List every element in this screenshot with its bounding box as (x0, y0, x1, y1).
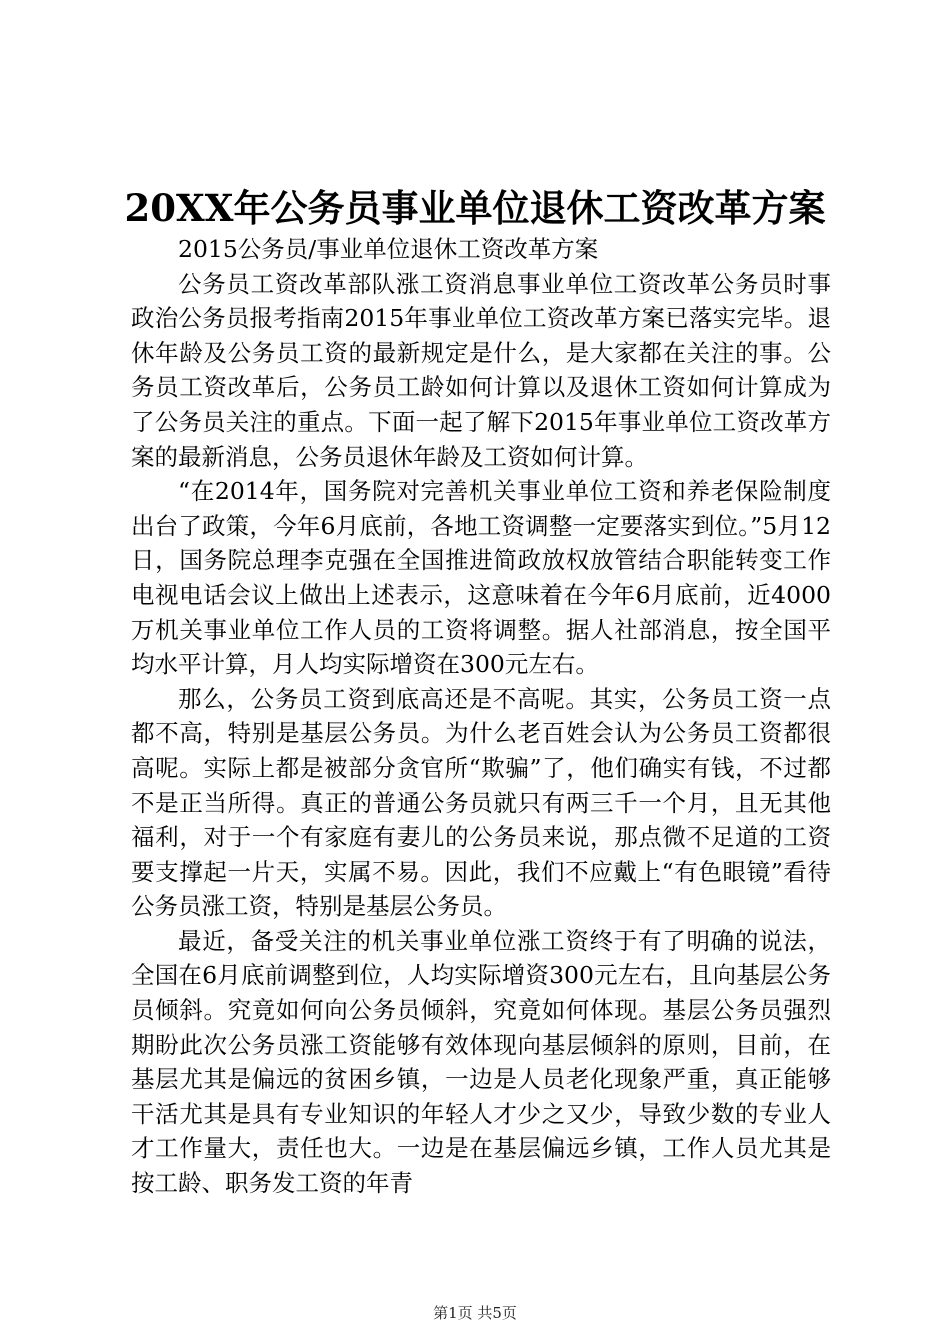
page-footer: 第1页 共5页 (433, 1304, 517, 1322)
body-paragraph: 公务员工资改革部队涨工资消息事业单位工资改革公务员时事政治公务员报考指南2015年事业单位工资改革方案已落实完毕。退休年龄及公务员工资的最新规定是什么，是大家都在关注的事。公务员工资改革后，公务员工龄如何计算以及退休工资如何计算成为了公务员关注的重点。下面一起了解下2015年事业单位工资改革方案的最新消息，公务员退休年龄及工资如何计算。 (131, 269, 831, 471)
body-paragraph: 最近，备受关注的机关事业单位涨工资终于有了明确的说法，全国在6月底前调整到位，人均实际增资300元左右，且向基层公务员倾斜。究竟如何向公务员倾斜，究竟如何体现。基层公务员强烈期盼此次公务员涨工资能够有效体现向基层倾斜的原则，目前，在基层尤其是偏远的贫困乡镇，一边是人员老化现象严重，真正能够干活尤其是具有专业知识的年轻人才少之又少，导致少数的专业人才工作量大，责任也大。一边是在基层偏远乡镇，工作人员尤其是按工龄、职务发工资的年青 (131, 926, 831, 1198)
body-paragraph: “在2014年，国务院对完善机关事业单位工资和养老保险制度出台了政策，今年6月底前，各地工资调整一定要落实到位。”5月12日，国务院总理李克强在全国推进简政放权放管结合职能转变工作电视电话会议上做出上述表示，这意味着在今年6月底前，近4000万机关事业单位工作人员的工资将调整。据人社部消息，按全国平均水平计算，月人均实际增资在300元左右。 (131, 477, 831, 679)
document-body (131, 232, 831, 1201)
document-title: 20XX年公务员事业单位退休工资改革方案 (124, 186, 826, 230)
subtitle-paragraph: 2015公务员/事业单位退休工资改革方案 (178, 235, 599, 263)
body-paragraph: 那么，公务员工资到底高还是不高呢。其实，公务员工资一点都不高，特别是基层公务员。为什么老百姓会认为公务员工资都很高呢。实际上都是被部分贪官所“欺骗”了，他们确实有钱，不过都不是正当所得。真正的普通公务员就只有两三千一个月，且无其他福利，对于一个有家庭有妻儿的公务员来说，那点微不足道的工资要支撑起一片天，实属不易。因此，我们不应戴上“有色眼镜”看待公务员涨工资，特别是基层公务员。 (131, 684, 831, 921)
